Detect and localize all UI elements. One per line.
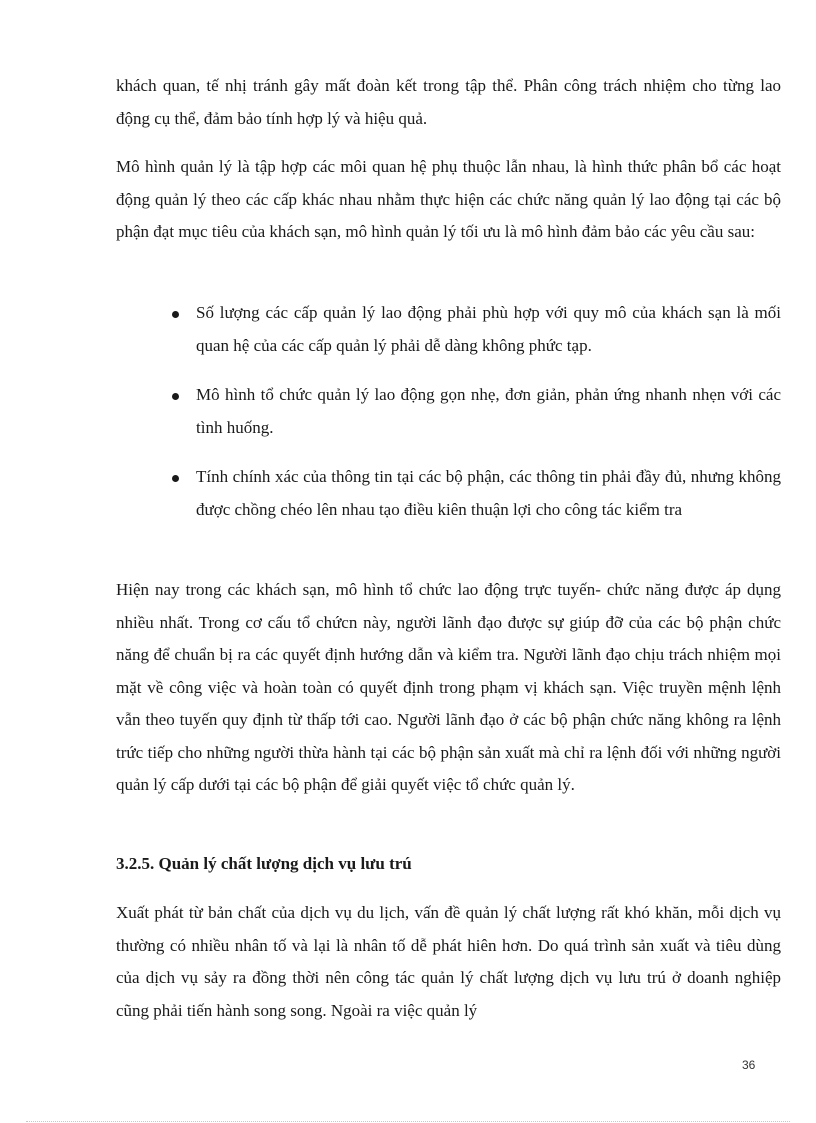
list-item-text: Số lượng các cấp quản lý lao động phải phù hợp với quy mô của khách sạn là mối quan hệ của các cấp quản lý phải dễ dàng không phức tạp. (196, 303, 781, 355)
list-item (116, 461, 781, 526)
bullet-icon (172, 475, 179, 482)
list-item (116, 379, 781, 444)
bullet-icon (172, 393, 179, 400)
page-number: 36 (742, 1058, 756, 1072)
bullet-icon (172, 311, 179, 318)
list-item-text: Tính chính xác của thông tin tại các bộ phận, các thông tin phải đầy đủ, nhưng không được chồng chéo lên nhau tạo điều kiên thuận lợi cho công tác kiểm tra (196, 467, 781, 519)
paragraph-intro: khách quan, tế nhị tránh gây mất đoàn kết trong tập thể. Phân công trách nhiệm cho từng lao động cụ thể, đảm bảo tính hợp lý và hiệu quả. (116, 76, 781, 128)
paragraph-organization-model: Hiện nay trong các khách sạn, mô hình tổ chức lao động trực tuyến- chức năng được áp dụng nhiều nhất. Trong cơ cấu tổ chứcn này, người lãnh đạo được sự giúp đỡ của các bộ phận chức năng để chuẩn bị ra các quyết định hướng dẫn và kiểm tra. Người lãnh đạo chịu trách nhiệm mọi mặt về công việc và hoàn toàn có quyết định trong phạm vị khách sạn. Việc truyền mệnh lệnh vẫn theo tuyến quy định từ thấp tới cao. Người lãnh đạo ở các bộ phận chức năng không ra lệnh trức tiếp cho những người thừa hành tại các bộ phận sản xuất mà chỉ ra lệnh đối với những người quản lý cấp dưới tại các bộ phận để giải quyết việc tổ chức quản lý. (116, 580, 781, 794)
paragraph-management-model: Mô hình quản lý là tập hợp các môi quan hệ phụ thuộc lẫn nhau, là hình thức phân bổ các hoạt động quản lý theo các cấp khác nhau nhằm thực hiện các chức năng quản lý lao động tại các bộ phận đạt mục tiêu của khách sạn, mô hình quản lý tối ưu là mô hình đảm bảo các yêu cầu sau: (116, 157, 781, 241)
paragraph-quality-management: Xuất phát từ bản chất của dịch vụ du lịch, vấn đề quản lý chất lượng rất khó khăn, mỗi dịch vụ thường có nhiều nhân tố và lại là nhân tố dễ phát hiên hơn. Do quá trình sản xuất và tiêu dùng của dịch vụ sảy ra đồng thời nên công tác quản lý chất lượng dịch vụ lưu trú ở doanh nghiệp cũng phải tiến hành song song. Ngoài ra việc quản lý (116, 903, 781, 1020)
section-heading: 3.2.5. Quản lý chất lượng dịch vụ lưu trú (116, 854, 412, 873)
list-item-text: Mô hình tổ chức quản lý lao động gọn nhẹ, đơn giản, phản ứng nhanh nhẹn với các tình huống. (196, 385, 781, 437)
footer-divider (26, 1121, 790, 1122)
list-item (116, 297, 781, 362)
